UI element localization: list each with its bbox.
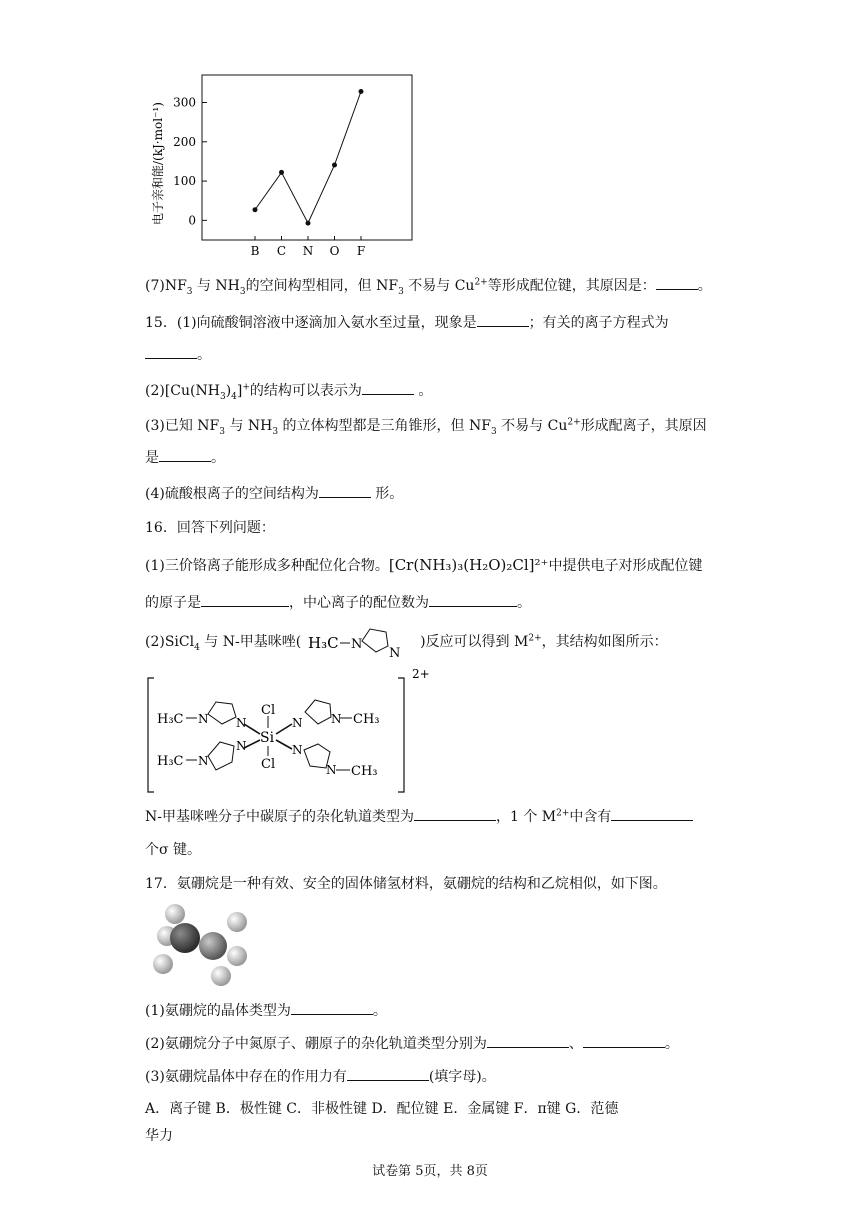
x-tick-label: C <box>276 244 287 255</box>
text: (7)NF <box>145 278 187 294</box>
q17-head <box>145 874 667 894</box>
text: 中含有 <box>569 809 612 825</box>
x-tick-label: B <box>250 244 260 255</box>
label-h3c-2: H₃C <box>157 754 184 769</box>
q16-line3: (2)SiCl$_4$ 与 N-甲基咪唑( H₃C N N )反应可以得到 $M^{2+}$，其结构如图所示： <box>145 632 668 652</box>
text: N-甲基咪唑分子中碳原子的杂化轨道类型为 <box>145 809 414 825</box>
text: 个σ 键。 <box>145 842 202 858</box>
complex-formula: [Cr(NH₃)₃(H₂O)₂Cl]²⁺ <box>388 556 549 574</box>
answer-blank[interactable] <box>159 447 211 462</box>
y-tick-label: 200 <box>173 134 196 149</box>
data-point <box>279 170 284 175</box>
label-n2: N <box>388 646 401 660</box>
q15-line5 <box>145 447 225 468</box>
label-n: N <box>331 712 342 726</box>
text: 。 <box>211 450 225 466</box>
x-ticks <box>251 236 366 255</box>
answer-blank[interactable] <box>611 806 693 821</box>
x-tick-label: N <box>302 244 314 255</box>
q15-line6 <box>145 483 403 504</box>
label-cl-top: Cl <box>261 703 276 718</box>
answer-blank[interactable] <box>583 1033 665 1048</box>
q17-options-2 <box>145 1126 173 1146</box>
label-n: N <box>236 739 247 753</box>
text: 形。 <box>370 486 404 502</box>
answer-blank[interactable] <box>656 275 698 290</box>
q17-line1 <box>145 1000 387 1021</box>
q16-line4: N-甲基咪唑分子中碳原子的杂化轨道类型为 ，1 个 $M^{2+}$中含有 <box>145 806 693 827</box>
q17-line3 <box>145 1066 496 1087</box>
data-point <box>359 89 364 94</box>
electron-affinity-chart <box>140 70 430 255</box>
text: ) <box>225 383 232 399</box>
text: (1)三价铬离子能形成多种配位化合物。 <box>145 558 389 574</box>
answer-blank[interactable] <box>414 806 496 821</box>
label-ch3-1: CH₃ <box>353 712 380 727</box>
label-h3c: H₃C <box>307 634 339 652</box>
text: 与 NH <box>229 418 273 434</box>
text: 华力 <box>145 1128 173 1144</box>
label-h3c-1: H₃C <box>157 712 184 727</box>
text: ，1 个 M <box>495 809 557 825</box>
label-n: N <box>198 712 209 726</box>
label-n: N <box>292 743 303 757</box>
text: 。 <box>413 383 433 399</box>
text: 与 N-甲基咪唑( <box>204 634 302 650</box>
y-tick-label: 0 <box>188 213 196 228</box>
n-methylimidazole-structure <box>306 624 416 660</box>
q15-line1 <box>145 312 669 333</box>
text: (2)氨硼烷分子中氮原子、硼原子的杂化轨道类型分别为 <box>145 1036 487 1052</box>
q16-head <box>145 518 275 538</box>
label-n1: N <box>350 637 363 652</box>
text: 的结构可以表示为 <box>249 383 362 399</box>
text: ，其结构如图所示： <box>541 634 668 650</box>
text: 形成配离子，其原因 <box>580 418 707 434</box>
text: 不易与 Cu <box>501 418 568 434</box>
y-axis-label: 电子亲和能/(kJ·mol⁻¹) <box>151 102 165 225</box>
q14-item7: $(7)NF_3$ 与 $NH_3$的空间构型相同，但 $NF_3$ 不易与 $Cu^{2+}$等形成配位键，其原因是： 。 <box>145 275 712 296</box>
answer-blank[interactable] <box>319 483 371 498</box>
label-si: Si <box>260 730 275 746</box>
answer-blank[interactable] <box>429 592 517 607</box>
answer-blank[interactable] <box>347 1066 429 1081</box>
text: 中提供电子对形成配位键 <box>548 558 703 574</box>
q15-line4: (3)已知 $NF_3$ 与 $NH_3$ 的立体构型都是三角锥形，但 $NF_3$ 不易与 $Cu^{2+}$形成配离子，其原因 <box>145 417 707 437</box>
text: (3)氨硼烷晶体中存在的作用力有 <box>145 1069 347 1085</box>
text: ；有关的离子方程式为 <box>528 315 669 331</box>
text: (填字母)。 <box>428 1069 496 1085</box>
data-point <box>332 162 337 167</box>
text: 。 <box>697 278 712 294</box>
q17-line2 <box>145 1033 679 1054</box>
text: 的原子是 <box>145 595 201 611</box>
answer-blank[interactable] <box>477 312 529 327</box>
q15-line3: $(2)[Cu(NH_3)_4]^+$的结构可以表示为 。 <box>145 380 432 401</box>
text: (4)硫酸根离子的空间结构为 <box>145 486 319 502</box>
answer-blank[interactable] <box>201 592 289 607</box>
right-bracket <box>398 678 404 792</box>
chart-frame <box>202 75 412 240</box>
y-tick-label: 100 <box>173 174 196 189</box>
q16-line2 <box>145 592 531 613</box>
text: ] <box>236 383 243 399</box>
left-bracket <box>148 678 154 792</box>
label-n: N <box>198 754 209 768</box>
x-tick-label: F <box>356 244 366 255</box>
page-footer: 试卷第 5页，共 8页 <box>372 1164 488 1179</box>
text: (3)已知 NF <box>145 418 220 434</box>
answer-blank[interactable] <box>291 1000 373 1015</box>
label-n: N <box>326 763 337 777</box>
text: ，中心离子的配位数为 <box>289 595 429 611</box>
text: 不易与 Cu <box>408 278 475 294</box>
text: 15．(1)向硫酸铜溶液中逐滴加入氨水至过量，现象是 <box>145 315 477 331</box>
text: 的空间构型相同，但 NF <box>245 278 399 294</box>
charge-label: 2+ <box>412 667 430 681</box>
answer-blank[interactable] <box>145 344 197 359</box>
text: 。 <box>517 595 531 611</box>
answer-blank[interactable] <box>487 1033 569 1048</box>
data-point <box>253 207 258 212</box>
x-tick-label: O <box>329 244 340 255</box>
chart-series <box>253 89 364 226</box>
text: A．离子键 B．极性键 C．非极性键 D．配位键 E．金属键 F．π键 G．范德 <box>145 1101 619 1117</box>
y-tick-label: 300 <box>173 95 196 110</box>
text: 的立体构型都是三角锥形，但 NF <box>282 418 491 434</box>
answer-blank[interactable] <box>362 380 414 395</box>
text: 、 <box>568 1036 583 1052</box>
text: (2)SiCl <box>145 634 195 650</box>
q15-line2 <box>145 344 211 365</box>
text: 。 <box>664 1036 679 1052</box>
label-n: N <box>292 716 303 730</box>
q16-line5 <box>145 840 201 860</box>
text: 与 NH <box>196 278 240 294</box>
text: (2)[Cu(NH <box>145 383 220 399</box>
label-cl-bottom: Cl <box>261 757 276 772</box>
ammonia-borane-ball-model <box>145 900 255 990</box>
label-ch3-2: CH₃ <box>351 764 378 779</box>
q16-line1 <box>145 555 702 576</box>
text: 。 <box>197 347 211 363</box>
text: 。 <box>372 1003 387 1019</box>
text: 17．氨硼烷是一种有效、安全的固体储氢材料，氨硼烷的结构和乙烷相似，如下图。 <box>145 876 667 892</box>
series-line <box>255 92 361 224</box>
text: (1)氨硼烷的晶体类型为 <box>145 1003 291 1019</box>
text: )反应可以得到 M <box>420 634 529 650</box>
text: 是 <box>145 450 159 466</box>
data-point <box>306 221 311 226</box>
m2plus-complex-structure <box>140 664 440 799</box>
label-n: N <box>236 716 247 730</box>
text: 等形成配位键，其原因是： <box>487 278 656 294</box>
text: 16．回答下列问题： <box>145 520 275 536</box>
q17-options <box>145 1099 618 1119</box>
